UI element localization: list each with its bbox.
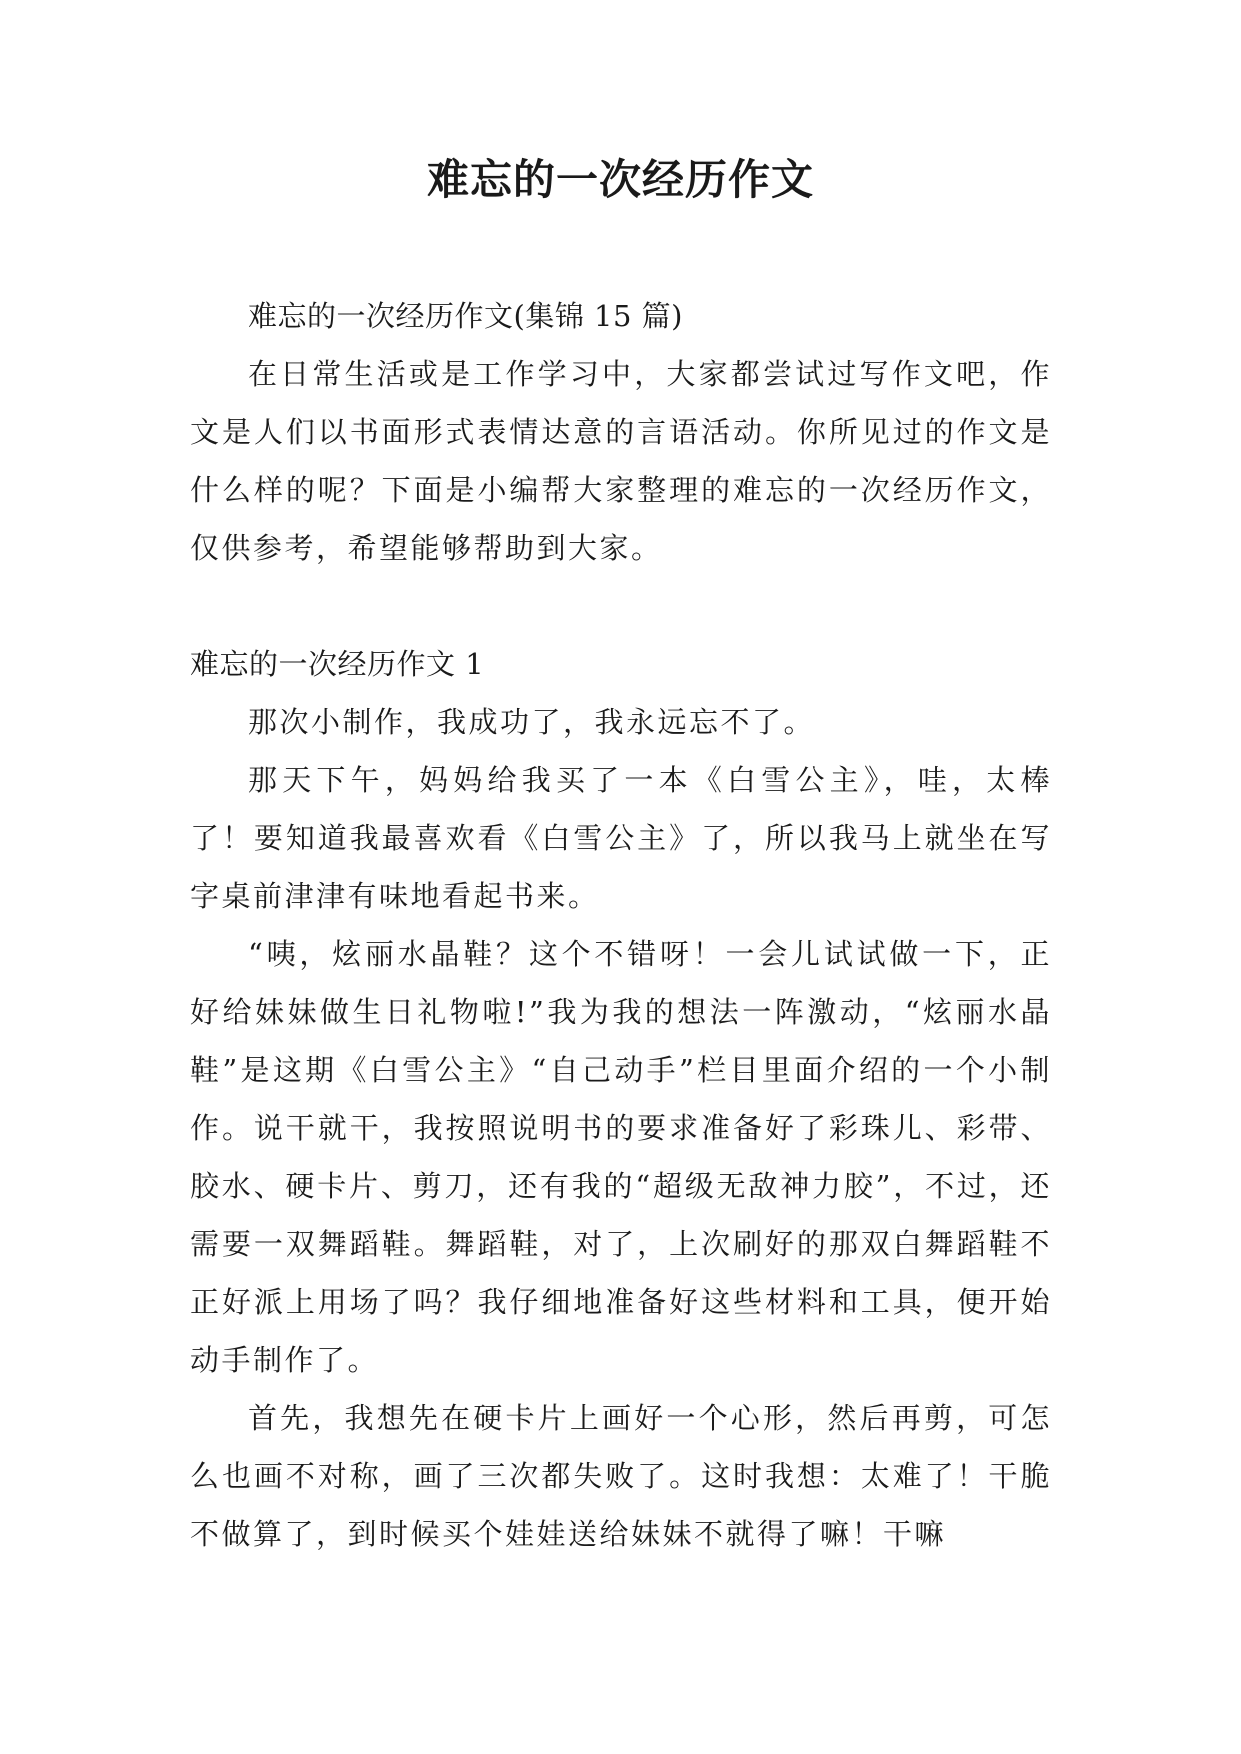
essay-paragraph: 那天下午，妈妈给我买了一本《白雪公主》，哇，太棒了！要知道我最喜欢看《白雪公主》了，所以我马上就坐在写字桌前津津有味地看起书来。 [190, 763, 1052, 913]
document-body [190, 287, 1052, 1563]
document-title: 难忘的一次经历作文 [426, 155, 814, 204]
document-subtitle: 难忘的一次经历作文(集锦 15 篇) [248, 299, 683, 333]
paragraph-spacer [190, 577, 1052, 635]
section-heading: 难忘的一次经历作文 1 [190, 647, 485, 681]
intro-paragraph: 在日常生活或是工作学习中，大家都尝试过写作文吧，作文是人们以书面形式表情达意的言语活动。你所见过的作文是什么样的呢？下面是小编帮大家整理的难忘的一次经历作文，仅供参考，希望能够帮助到大家。 [190, 357, 1052, 565]
essay-paragraph: 那次小制作，我成功了，我永远忘不了。 [248, 705, 816, 739]
essay-paragraph: 首先，我想先在硬卡片上画好一个心形，然后再剪，可怎么也画不对称，画了三次都失败了。这时我想：太难了！干脆不做算了，到时候买个娃娃送给妹妹不就得了嘛！干嘛 [190, 1401, 1052, 1551]
essay-paragraph: “咦，炫丽水晶鞋？这个不错呀！一会儿试试做一下，正好给妹妹做生日礼物啦!”我为我的想法一阵激动，“炫丽水晶鞋”是这期《白雪公主》“自己动手”栏目里面介绍的一个小制作。说干就干，我按照说明书的要求准备好了彩珠儿、彩带、胶水、硬卡片、剪刀，还有我的“超级无敌神力胶”，不过，还需要一双舞蹈鞋。舞蹈鞋，对了，上次刷好的那双白舞蹈鞋不正好派上用场了吗？我仔细地准备好这些材料和工具，便开始动手制作了。 [190, 937, 1052, 1377]
